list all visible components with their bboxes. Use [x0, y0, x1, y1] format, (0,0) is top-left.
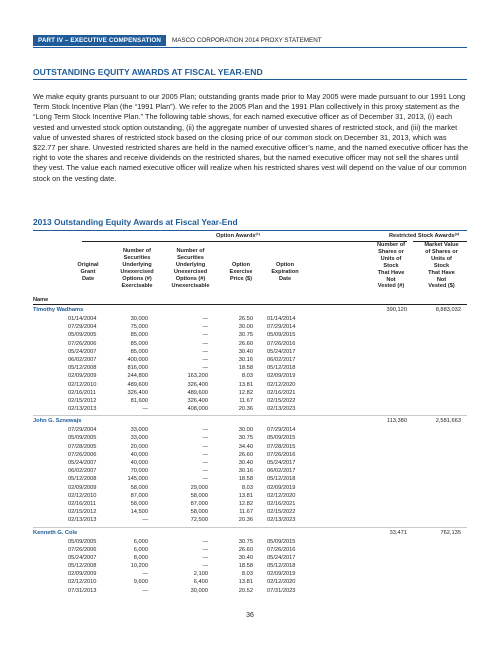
unexercisable-cell: — [202, 365, 208, 372]
unexercisable-cell: — [202, 443, 208, 450]
grant-date-cell: 02/15/2012 [68, 509, 97, 516]
expiration-cell: 07/29/2014 [267, 324, 296, 331]
exercisable-cell: 244,800 [127, 373, 148, 380]
grant-row [33, 397, 467, 405]
exercise-price-cell: 8.03 [241, 484, 253, 491]
exercise-price-cell: 30.16 [238, 356, 253, 363]
unexercisable-cell: — [202, 356, 208, 363]
grant-row [33, 348, 467, 356]
exercise-price-cell: 30.75 [238, 435, 253, 442]
exercisable-cell: — [142, 587, 148, 594]
expiration-cell: 06/02/2017 [267, 468, 296, 475]
option-awards-group-rule [82, 241, 407, 242]
grant-date-cell: 07/28/2005 [68, 443, 97, 450]
market-value-cell: 762,135 [440, 529, 461, 536]
grant-date-cell: 07/26/2006 [68, 546, 97, 553]
exercisable-cell: 85,000 [130, 332, 148, 339]
exercise-price-cell: 11.67 [239, 397, 253, 404]
page-number: 36 [246, 612, 254, 619]
unexercisable-cell: — [202, 348, 208, 355]
market-value-cell: 8,883,032 [435, 307, 461, 313]
expiration-cell: 02/12/2020 [267, 579, 296, 586]
exercise-price-cell: 26.50 [238, 316, 253, 322]
unexercisable-cell: 326,400 [187, 397, 208, 404]
exercisable-cell: 87,000 [130, 492, 148, 499]
grant-date-cell: 07/29/2004 [68, 427, 97, 434]
grant-row [33, 323, 467, 331]
grant-row [33, 372, 467, 380]
grant-date-cell: 02/09/2009 [68, 484, 97, 491]
exercise-price-cell: 34.40 [238, 443, 253, 450]
exercisable-cell: 6,000 [133, 546, 148, 553]
exercisable-cell: 40,000 [130, 460, 148, 466]
executive-divider [33, 413, 467, 416]
exercisable-cell: 81,600 [130, 397, 148, 404]
exercisable-cell: 58,000 [130, 484, 148, 491]
expiration-cell: 02/09/2019 [267, 571, 296, 578]
expiration-cell: 05/12/2018 [267, 365, 296, 372]
expiration-cell: 01/14/2014 [267, 316, 296, 322]
restricted-awards-group-header: Restricted Stock Awards⁽²⁾ [389, 233, 460, 239]
executive-divider [33, 525, 467, 528]
page-header [33, 35, 322, 46]
exercise-price-cell: 12.82 [238, 500, 253, 507]
grant-date-cell: 05/09/2005 [68, 332, 97, 339]
header-row-divider [33, 304, 467, 305]
exercise-price-cell: 13.81 [238, 381, 253, 388]
grant-row [33, 331, 467, 339]
grant-date-cell: 06/02/2007 [68, 356, 97, 363]
grant-row [33, 467, 467, 475]
document-title: MASCO CORPORATION 2014 PROXY STATEMENT [171, 37, 322, 44]
expiration-cell: 07/26/2016 [267, 546, 296, 553]
expiration-cell: 02/13/2023 [267, 517, 296, 524]
unexercisable-cell: — [202, 476, 208, 483]
exercise-price-cell: 18.58 [238, 476, 253, 483]
unexercisable-cell: — [202, 427, 208, 434]
table-title-divider [33, 230, 467, 231]
exercise-price-cell: 20.36 [238, 406, 253, 413]
expiration-cell: 05/09/2015 [267, 435, 296, 442]
executive-row [33, 306, 467, 315]
executive-row [33, 417, 467, 426]
shares-not-vested-cell: 113,380 [386, 418, 407, 425]
col-expiration: Option Expiration Date [271, 262, 299, 282]
grant-date-cell: 05/12/2008 [68, 476, 97, 483]
exercise-price-cell: 26.60 [238, 546, 253, 553]
exercise-price-cell: 30.75 [238, 332, 253, 339]
expiration-cell: 05/12/2018 [267, 563, 296, 570]
exercisable-cell: 30,000 [130, 316, 148, 322]
col-exercise-price: Option Exercise Price ($) [229, 262, 253, 282]
exercisable-cell: 40,000 [130, 451, 148, 458]
section-tag: PART IV – EXECUTIVE COMPENSATION [33, 35, 166, 46]
expiration-cell: 02/16/2021 [267, 500, 296, 507]
unexercisable-cell: — [202, 563, 208, 570]
exercisable-cell: 8,000 [133, 554, 148, 561]
grant-row [33, 508, 467, 516]
grant-row [33, 443, 467, 451]
grant-row [33, 315, 467, 323]
expiration-cell: 05/24/2017 [267, 460, 296, 466]
grant-date-cell: 07/29/2004 [68, 324, 97, 331]
equity-awards-table [33, 306, 467, 595]
exercisable-cell: 58,000 [130, 500, 148, 507]
grant-date-cell: 02/12/2010 [68, 579, 97, 586]
grant-date-cell: 07/26/2006 [68, 451, 97, 458]
executive-name: Timothy Wadhams [33, 307, 84, 313]
expiration-cell: 05/09/2015 [267, 538, 296, 545]
grant-date-cell: 01/14/2004 [68, 316, 97, 322]
table-title: 2013 Outstanding Equity Awards at Fiscal Year-End [33, 217, 238, 227]
grant-date-cell: 07/26/2006 [68, 340, 97, 347]
exercisable-cell: 400,000 [127, 356, 148, 363]
exercisable-cell: — [142, 517, 148, 524]
expiration-cell: 02/09/2019 [267, 373, 296, 380]
expiration-cell: 05/24/2017 [267, 554, 296, 561]
col-name: Name [33, 297, 49, 303]
grant-date-cell: 02/09/2009 [68, 571, 97, 578]
exercise-price-cell: 30.40 [238, 348, 253, 355]
exercisable-cell: 10,200 [130, 563, 148, 570]
unexercisable-cell: 58,000 [190, 492, 208, 499]
exercisable-cell: 33,000 [130, 427, 148, 434]
grant-row [33, 578, 467, 586]
unexercisable-cell: 58,000 [190, 509, 208, 516]
grant-date-cell: 07/31/2013 [68, 587, 97, 594]
grant-row [33, 451, 467, 459]
grant-row [33, 434, 467, 442]
grant-date-cell: 05/24/2007 [68, 554, 97, 561]
grant-row [33, 405, 467, 413]
unexercisable-cell: 2,100 [193, 571, 208, 578]
grant-row [33, 538, 467, 546]
exercisable-cell: 33,000 [130, 435, 148, 442]
expiration-cell: 07/29/2014 [267, 427, 296, 434]
exercisable-cell: 9,600 [133, 579, 148, 586]
grant-row [33, 340, 467, 348]
exercise-price-cell: 8.03 [241, 373, 253, 380]
unexercisable-cell: — [202, 468, 208, 475]
grant-date-cell: 05/09/2005 [68, 538, 97, 545]
grant-date-cell: 02/09/2009 [68, 373, 97, 380]
exercise-price-cell: 26.60 [238, 340, 253, 347]
unexercisable-cell: 326,400 [187, 381, 208, 388]
grant-date-cell: 02/13/2013 [68, 517, 97, 524]
intro-paragraph: We make equity grants pursuant to our 2005 Plan; outstanding grants made prior to May 2005 were made pursuant to our 1991 Long Term Stock Incentive Plan (the “1991 Plan”). We refer to the 2005 Plan and the 1991 Plan collectively in this proxy statement as the “Long Term Stock Incentive Plan.” The following table shows, for each named executive officer as of December 31, 2013, (i) each vested and unvested stock option outstanding, (ii) the aggregate number of unvested shares of restricted stock, and (iii) the market value of unvested shares of restricted stock based on the closing price of our common stock on December 31, 2013, which was $22.77 per share. Unvested restricted shares are held in the named executive officer’s name, and the named executive officer has the right to vote the shares and receive dividends on the restricted shares, but the named executive officer may not sell the shares until they vest. The value each named executive officer will realize when his restricted shares vest will depend on the value of our common stock on the vesting date. [33, 92, 469, 183]
exercisable-cell: 6,000 [133, 538, 148, 545]
grant-row [33, 364, 467, 372]
expiration-cell: 07/26/2016 [267, 451, 296, 458]
option-awards-group-header: Option Awards⁽¹⁾ [216, 233, 261, 239]
unexercisable-cell: 87,000 [190, 500, 208, 507]
grant-date-cell: 05/24/2007 [68, 348, 97, 355]
unexercisable-cell: 29,000 [190, 484, 208, 491]
exercise-price-cell: 30.00 [238, 324, 253, 331]
exercise-price-cell: 20.52 [238, 587, 253, 594]
grant-date-cell: 05/12/2008 [68, 365, 97, 372]
grant-date-cell: 05/24/2007 [68, 460, 97, 466]
unexercisable-cell: — [202, 546, 208, 553]
grant-row [33, 475, 467, 483]
unexercisable-cell: 72,500 [190, 517, 208, 524]
exercise-price-cell: 30.40 [238, 554, 253, 561]
expiration-cell: 02/16/2021 [267, 389, 296, 396]
exercisable-cell: 85,000 [130, 340, 148, 347]
col-market-value: Market Value of Shares or Units of Stock That Have Not Vested ($) [424, 242, 459, 290]
grant-row [33, 570, 467, 578]
executive-row [33, 529, 467, 538]
grant-row [33, 500, 467, 508]
grant-row [33, 562, 467, 570]
exercise-price-cell: 30.00 [238, 427, 253, 434]
grant-row [33, 381, 467, 389]
grant-row [33, 426, 467, 434]
grant-date-cell: 02/16/2011 [68, 389, 97, 396]
expiration-cell: 02/12/2020 [267, 381, 296, 388]
exercisable-cell: 20,000 [130, 443, 148, 450]
grant-date-cell: 02/16/2011 [68, 500, 97, 507]
unexercisable-cell: — [202, 324, 208, 331]
unexercisable-cell: 408,000 [187, 406, 208, 413]
exercisable-cell: 75,000 [130, 324, 148, 331]
exercise-price-cell: 30.16 [238, 468, 253, 475]
unexercisable-cell: 6,400 [193, 579, 208, 586]
expiration-cell: 07/26/2016 [267, 340, 296, 347]
exercise-price-cell: 20.36 [238, 517, 253, 524]
grant-row [33, 554, 467, 562]
unexercisable-cell: — [202, 435, 208, 442]
expiration-cell: 07/31/2023 [267, 587, 296, 594]
executive-name: John G. Sznewajs [33, 418, 82, 425]
exercise-price-cell: 30.40 [238, 460, 253, 466]
unexercisable-cell: 163,200 [187, 373, 208, 380]
shares-not-vested-cell: 33,471 [389, 529, 407, 536]
exercise-price-cell: 11.67 [239, 509, 253, 516]
grant-date-cell: 02/12/2010 [68, 381, 97, 388]
expiration-cell: 02/15/2022 [267, 509, 296, 516]
expiration-cell: 02/13/2023 [267, 406, 296, 413]
grant-row [33, 389, 467, 397]
grant-row [33, 516, 467, 524]
market-value-cell: 2,581,663 [435, 418, 461, 425]
col-exercisable: Number of Securities Underlying Unexercised Options (#) Exercisable [120, 248, 154, 289]
unexercisable-cell: — [202, 340, 208, 347]
expiration-cell: 05/12/2018 [267, 476, 296, 483]
unexercisable-cell: — [202, 554, 208, 561]
unexercisable-cell: 30,000 [190, 587, 208, 594]
grant-date-cell: 05/12/2008 [68, 563, 97, 570]
exercise-price-cell: 18.58 [238, 563, 253, 570]
col-unexercisable: Number of Securities Underlying Unexercised Options (#) Unexercisable [171, 248, 210, 289]
header-divider [33, 47, 467, 48]
exercisable-cell: 85,000 [130, 348, 148, 355]
grant-row [33, 356, 467, 364]
grant-date-cell: 06/02/2007 [68, 468, 97, 475]
executive-name: Kenneth G. Cole [33, 529, 78, 536]
exercisable-cell: 326,400 [127, 389, 148, 396]
expiration-cell: 05/24/2017 [267, 348, 296, 355]
col-shares-not-vested: Number of Shares or Units of Stock That Have Not Vested (#) [377, 242, 405, 290]
exercise-price-cell: 13.81 [238, 579, 253, 586]
section-divider [33, 79, 467, 80]
exercise-price-cell: 12.82 [238, 389, 253, 396]
unexercisable-cell: 489,600 [187, 389, 208, 396]
expiration-cell: 06/02/2017 [267, 356, 296, 363]
unexercisable-cell: — [202, 316, 208, 322]
exercisable-cell: 489,600 [127, 381, 148, 388]
exercise-price-cell: 13.81 [238, 492, 253, 499]
col-grant-date: Original Grant Date [77, 262, 99, 282]
exercisable-cell: 816,000 [127, 365, 148, 372]
expiration-cell: 07/28/2015 [267, 443, 296, 450]
expiration-cell: 05/09/2015 [267, 332, 296, 339]
exercisable-cell: — [142, 571, 148, 578]
expiration-cell: 02/12/2020 [267, 492, 296, 499]
grant-date-cell: 02/15/2012 [68, 397, 97, 404]
unexercisable-cell: — [202, 538, 208, 545]
unexercisable-cell: — [202, 451, 208, 458]
expiration-cell: 02/15/2022 [267, 397, 296, 404]
grant-row [33, 484, 467, 492]
exercise-price-cell: 30.75 [238, 538, 253, 545]
grant-row [33, 546, 467, 554]
grant-date-cell: 02/12/2010 [68, 492, 97, 499]
unexercisable-cell: — [202, 460, 208, 466]
grant-row [33, 459, 467, 467]
grant-row [33, 587, 467, 595]
exercisable-cell: — [142, 406, 148, 413]
expiration-cell: 02/09/2019 [267, 484, 296, 491]
shares-not-vested-cell: 390,120 [386, 307, 407, 313]
section-heading: OUTSTANDING EQUITY AWARDS AT FISCAL YEAR-END [33, 67, 263, 77]
exercisable-cell: 14,500 [130, 509, 148, 516]
exercisable-cell: 70,000 [130, 468, 148, 475]
exercise-price-cell: 26.60 [238, 451, 253, 458]
grant-date-cell: 05/09/2005 [68, 435, 97, 442]
unexercisable-cell: — [202, 332, 208, 339]
grant-date-cell: 02/13/2013 [68, 406, 97, 413]
exercisable-cell: 145,000 [127, 476, 148, 483]
grant-row [33, 492, 467, 500]
exercise-price-cell: 8.03 [241, 571, 253, 578]
exercise-price-cell: 18.58 [238, 365, 253, 372]
